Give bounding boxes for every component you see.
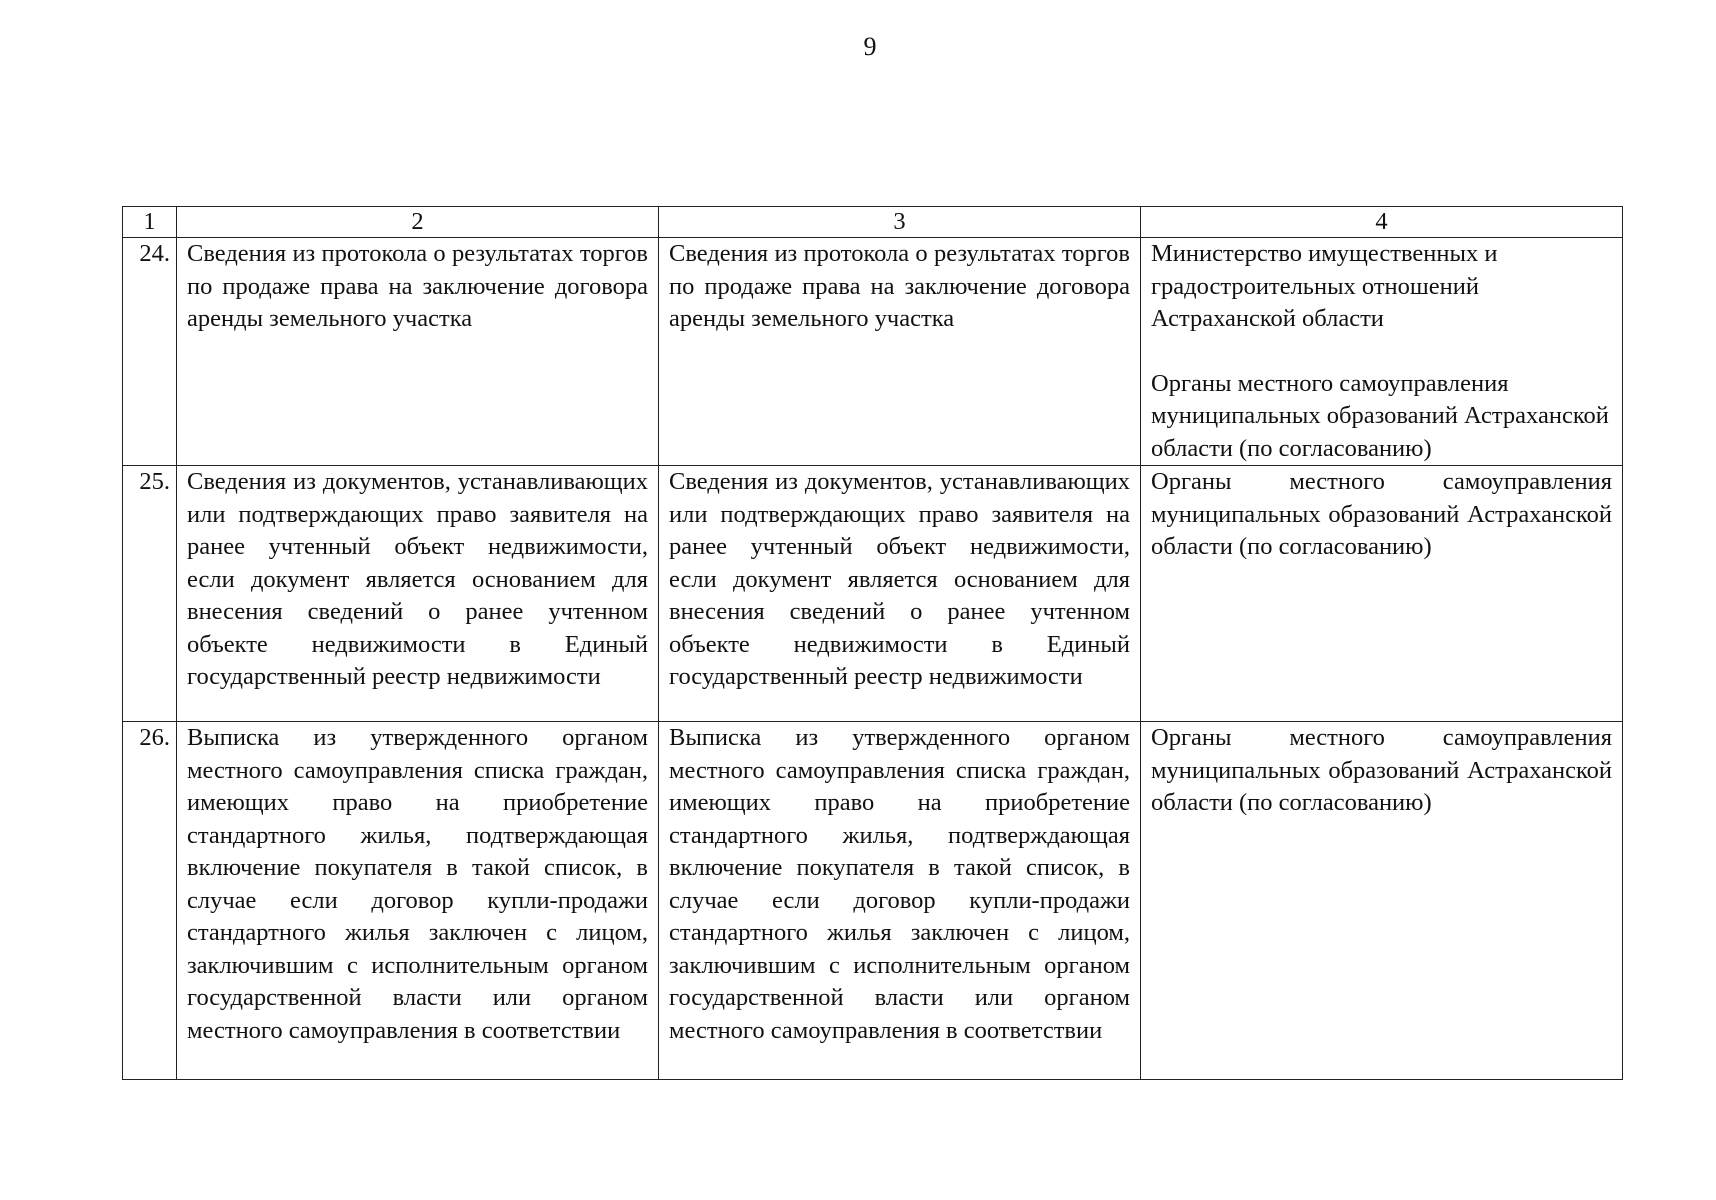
header-cell-2: 2 xyxy=(177,207,659,238)
cell-text: Сведения из протокола о результатах торгов по продаже права на заключение договора аренды земельного участка xyxy=(669,240,1130,332)
row-number: 25. xyxy=(123,466,177,722)
cell-text: Сведения из документов, устанавливающих или подтверждающих право заявителя на ранее учтенный объект недвижимости, если документ является основанием для внесения сведений о ранее учтенном объекте недвижимости в Единый государственный реестр недвижимости xyxy=(187,468,648,690)
cell-text: Сведения из документов, устанавливающих или подтверждающих право заявителя на ранее учтенный объект недвижимости, если документ является основанием для внесения сведений о ранее учтенном объекте недвижимости в Единый государственный реестр недвижимости xyxy=(669,468,1130,690)
authority-text: Министерство имущественных и градостроительных отношений Астраханской области xyxy=(1151,240,1498,332)
cell-text: Выписка из утвержденного органом местного самоуправления списка граждан, имеющих право на приобретение стандартного жилья, подтверждающая включение покупателя в такой список, в случае если договор купли-продажи стандартного жилья заключен с лицом, заключившим с исполнительным органом государственной власти или органом местного самоуправления в соответствии xyxy=(669,724,1130,1044)
document-description xyxy=(177,238,659,466)
responsible-authority xyxy=(1141,466,1623,722)
page-number: 9 xyxy=(863,32,877,61)
authority-text: Органы местного самоуправления муниципальных образований Астраханской области (по согласованию) xyxy=(1151,468,1612,560)
authority-text: Органы местного самоуправления муниципальных образований Астраханской области (по согласованию) xyxy=(1151,369,1609,462)
authority-text: Органы местного самоуправления муниципальных образований Астраханской области (по согласованию) xyxy=(1151,724,1612,816)
document-description xyxy=(177,466,659,722)
row-number: 24. xyxy=(123,238,177,466)
document-details xyxy=(659,238,1141,466)
cell-text: Сведения из протокола о результатах торгов по продаже права на заключение договора аренды земельного участка xyxy=(187,240,648,332)
header-cell-3: 3 xyxy=(659,207,1141,238)
header-cell-1: 1 xyxy=(123,207,177,238)
document-table xyxy=(122,206,1623,1080)
responsible-authority xyxy=(1141,722,1623,1080)
responsible-authority xyxy=(1141,238,1623,466)
table-header-row xyxy=(123,207,1623,238)
document-details xyxy=(659,722,1141,1080)
document-details xyxy=(659,466,1141,722)
row-number: 26. xyxy=(123,722,177,1080)
table-row xyxy=(123,238,1623,466)
table-row xyxy=(123,722,1623,1080)
table-row xyxy=(123,466,1623,722)
document-description xyxy=(177,722,659,1080)
header-cell-4: 4 xyxy=(1141,207,1623,238)
cell-text: Выписка из утвержденного органом местного самоуправления списка граждан, имеющих право на приобретение стандартного жилья, подтверждающая включение покупателя в такой список, в случае если договор купли-продажи стандартного жилья заключен с лицом, заключившим с исполнительным органом государственной власти или органом местного самоуправления в соответствии xyxy=(187,724,648,1044)
